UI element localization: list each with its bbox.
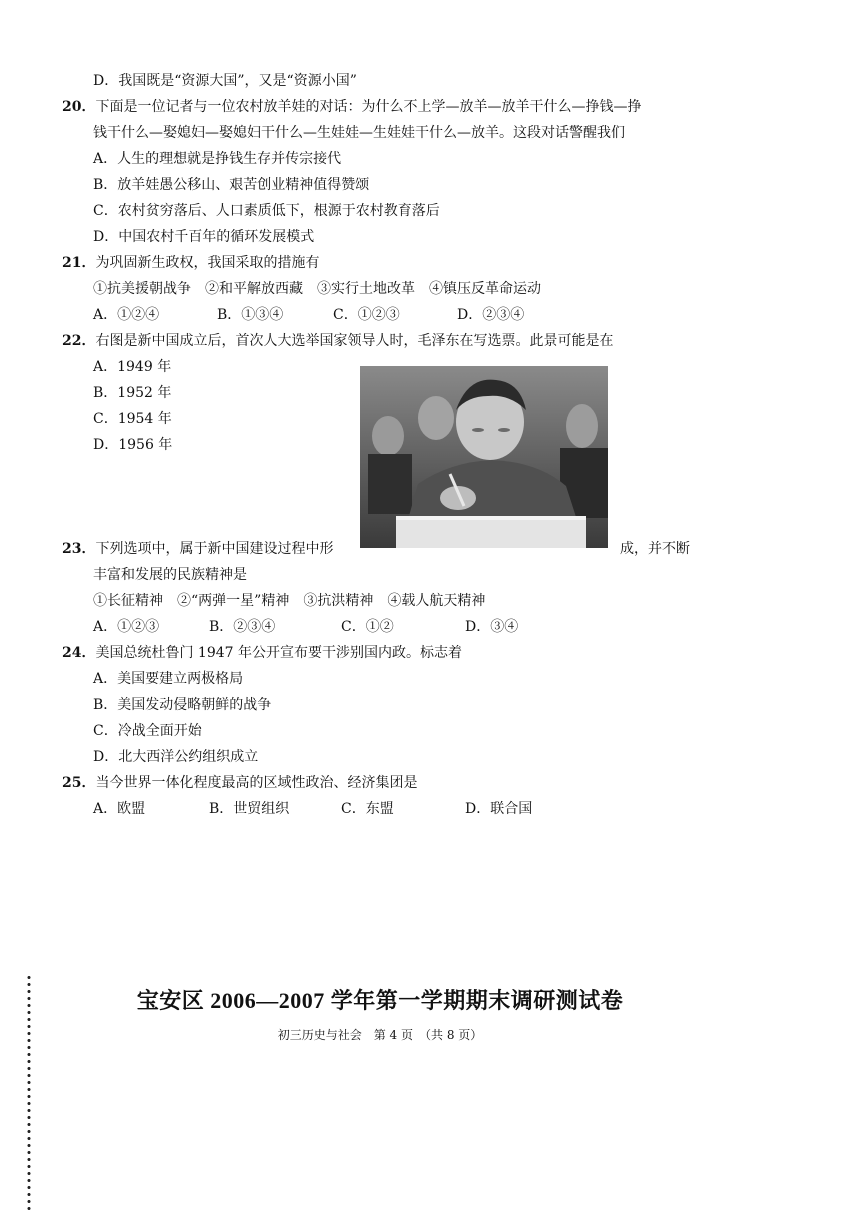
q23-option-c: C．①② [341, 619, 394, 635]
q24-option-b: B．美国发动侵略朝鲜的战争 [93, 697, 272, 713]
q21-option-b: B．①③④ [217, 307, 284, 323]
question-number: 23． [62, 541, 96, 557]
q23-option-b: B．②③④ [209, 619, 276, 635]
q24-option-a: A．美国要建立两极格局 [93, 671, 244, 687]
q21-option-c: C．①②③ [333, 307, 400, 323]
question-stem: 为巩固新生政权，我国采取的措施有 [95, 255, 320, 271]
q21-items: ①抗美援朝战争 ②和平解放西藏 ③实行土地改革 ④镇压反革命运动 [93, 281, 541, 297]
question-stem: 右图是新中国成立后，首次人大选举国家领导人时，毛泽东在写选票。此景可能是在 [95, 333, 614, 349]
q21-option-d: D．②③④ [457, 307, 525, 323]
question-23 [62, 540, 333, 558]
q23-items: ①长征精神 ②“两弹一星”精神 ③抗洪精神 ④载人航天精神 [93, 593, 486, 609]
question-number: 24． [62, 645, 96, 661]
question-stem: 美国总统杜鲁门 1947 年公开宣布要干涉别国内政。标志着 [95, 645, 463, 661]
question-stem-cont: 丰富和发展的民族精神是 [93, 567, 247, 583]
question-22 [62, 332, 613, 350]
q19-option-d: D．我国既是“资源大国”，又是“资源小国” [93, 73, 357, 89]
q25-options [93, 800, 532, 818]
q25-option-d: D．联合国 [465, 801, 533, 817]
q24-option-c: C．冷战全面开始 [93, 723, 202, 739]
q22-option-b: B．1952 年 [93, 385, 172, 401]
question-25 [62, 774, 417, 792]
question-number: 20． [62, 99, 96, 115]
q23-options [93, 618, 518, 636]
question-stem: 下面是一位记者与一位农村放羊娃的对话：为什么不上学—放羊—放羊干什么—挣钱—挣 [95, 99, 642, 115]
q21-option-a: A．①②④ [93, 307, 160, 323]
q21-options [93, 306, 524, 324]
page-indicator: 初三历史与社会 第 4 页 （共 8 页） [277, 1028, 483, 1042]
q24-option-d: D．北大西洋公约组织成立 [93, 749, 259, 765]
q22-option-c: C．1954 年 [93, 411, 172, 427]
q25-option-a: A．欧盟 [93, 801, 146, 817]
q20-option-d: D．中国农村千百年的循环发展模式 [93, 229, 315, 245]
question-number: 25． [62, 775, 96, 791]
q22-option-a: A．1949 年 [93, 359, 172, 375]
question-stem-cont: 钱干什么—娶媳妇—娶媳妇干什么—生娃娃—生娃娃干什么—放羊。这段对话警醒我们 [93, 125, 625, 141]
exam-title: 宝安区 2006—2007 学年第一学期期末调研测试卷 [136, 988, 624, 1013]
q23-option-a: A．①②③ [93, 619, 160, 635]
q20-option-b: B．放羊娃愚公移山、艰苦创业精神值得赞颂 [93, 177, 370, 193]
q25-option-b: B．世贸组织 [209, 801, 290, 817]
q20-option-c: C．农村贫穷落后、人口素质低下，根源于农村教育落后 [93, 203, 440, 219]
question-24 [62, 644, 462, 662]
question-number: 22． [62, 333, 96, 349]
question-stem: 当今世界一体化程度最高的区域性政治、经济集团是 [95, 775, 418, 791]
question-stem: 下列选项中，属于新中国建设过程中形 [95, 541, 334, 557]
q22-option-d: D．1956 年 [93, 437, 173, 453]
question-stem-right: 成，并不断 [620, 541, 690, 557]
q23-option-d: D．③④ [465, 619, 519, 635]
question-20 [62, 98, 641, 116]
q20-option-a: A．人生的理想就是挣钱生存并传宗接代 [93, 151, 342, 167]
q25-option-c: C．东盟 [341, 801, 394, 817]
question-21 [62, 254, 319, 272]
ballot-photo [360, 366, 608, 548]
question-number: 21． [62, 255, 96, 271]
